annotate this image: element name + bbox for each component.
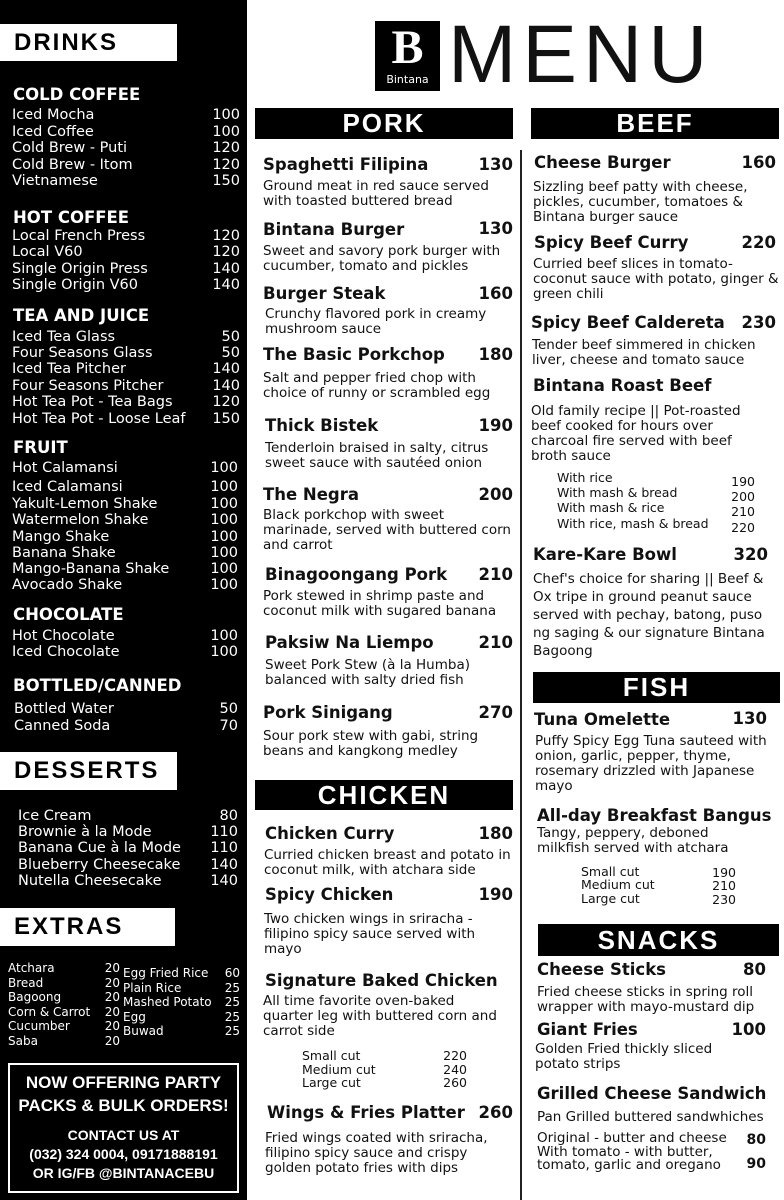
item-desc: Tenderloin braised in salty, citrus sweet sauce with sautéed onion bbox=[265, 440, 489, 471]
item-desc: Puffy Spicy Egg Tuna sauteed with onion, garlic, pepper, thyme, rosemary drizzled with Japanese mayo bbox=[535, 733, 767, 794]
drinks-title: DRINKS bbox=[14, 28, 119, 56]
item-desc: Crunchy flavored pork in creamy mushroom sauce bbox=[265, 306, 487, 337]
item-price: 160 bbox=[478, 284, 513, 303]
item-desc: Tangy, peppery, deboned milkfish served with atchara bbox=[537, 825, 729, 856]
item-name: Chicken Curry bbox=[265, 824, 395, 843]
item-desc: Two chicken wings in sriracha - filipino spicy sauce served with mayo bbox=[264, 911, 476, 957]
item-desc: Old family recipe || Pot-roasted beef cooked for hours over charcoal fire served with beef broth sauce bbox=[531, 403, 741, 464]
item-price: 190 bbox=[478, 416, 513, 435]
item-price: 130 bbox=[732, 709, 767, 728]
item-name: Spicy Beef Curry bbox=[534, 233, 689, 252]
item-desc: Sizzling beef patty with cheese, pickles, cucumber, tomatoes & Bintana burger sauce bbox=[533, 179, 748, 225]
tea-juice-heading: TEA AND JUICE bbox=[13, 306, 150, 325]
item-name: Bintana Burger bbox=[263, 220, 405, 239]
item-desc: Curried beef slices in tomato-coconut sauce with potato, ginger & green chili bbox=[533, 256, 779, 302]
item-name: Burger Steak bbox=[263, 284, 386, 303]
item-price: 270 bbox=[478, 703, 513, 722]
pork-header: PORK bbox=[255, 108, 513, 139]
item-desc: Sweet Pork Stew (à la Humba) balanced with salty dried fish bbox=[265, 657, 470, 688]
item-desc: All time favorite oven-baked quarter leg with buttered corn and carrot side bbox=[263, 993, 497, 1039]
item-name: Spaghetti Filipina bbox=[263, 155, 429, 174]
logo bbox=[375, 21, 440, 91]
item-price: 180 bbox=[478, 824, 513, 843]
option-name: With tomato - with butter, tomato, garlic and oregano bbox=[537, 1144, 721, 1173]
item-price: 100 bbox=[731, 1020, 766, 1039]
chicken-header: CHICKEN bbox=[255, 780, 513, 810]
extras-banner bbox=[0, 908, 175, 946]
item-price: 210 bbox=[478, 633, 513, 652]
item-name: Cheese Sticks bbox=[537, 960, 666, 979]
item-name: The Basic Porkchop bbox=[263, 345, 445, 364]
option-price: 90 bbox=[746, 1156, 766, 1172]
item-price: 200 bbox=[478, 485, 513, 504]
item-price: 80 bbox=[743, 960, 766, 979]
item-name: All-day Breakfast Bangus bbox=[537, 806, 772, 825]
menu-title: MENU bbox=[448, 9, 714, 100]
item-desc: Tender beef simmered in chicken liver, cheese and tomato sauce bbox=[532, 337, 756, 368]
item-price: 130 bbox=[478, 219, 513, 238]
item-name: Bintana Roast Beef bbox=[533, 376, 712, 395]
bottled-heading: BOTTLED/CANNED bbox=[13, 676, 182, 695]
item-price: 220 bbox=[741, 233, 776, 252]
item-name: Wings & Fries Platter bbox=[267, 1103, 465, 1122]
item-desc: Black porkchop with sweet marinade, served with buttered corn and carrot bbox=[263, 507, 511, 553]
item-desc: Salt and pepper fried chop with choice of runny or scrambled egg bbox=[263, 370, 491, 401]
option-price: 80 bbox=[746, 1132, 766, 1148]
item-name: Giant Fries bbox=[537, 1020, 638, 1039]
cold-coffee-heading: COLD COFFEE bbox=[13, 85, 141, 104]
item-price: 160 bbox=[741, 153, 776, 172]
desserts-title: DESSERTS bbox=[14, 757, 160, 784]
item-price: 230 bbox=[741, 313, 776, 332]
item-name: Spicy Chicken bbox=[265, 885, 394, 904]
snacks-header: SNACKS bbox=[538, 924, 779, 956]
item-price: 320 bbox=[733, 545, 768, 564]
item-name: Spicy Beef Caldereta bbox=[531, 313, 725, 332]
item-name: Pork Sinigang bbox=[263, 703, 393, 722]
item-price: 180 bbox=[478, 345, 513, 364]
item-price: 210 bbox=[478, 565, 513, 584]
promo-contact: CONTACT US AT bbox=[67, 1127, 180, 1143]
promo-line1: NOW OFFERING PARTY bbox=[25, 1073, 222, 1092]
item-price: 130 bbox=[478, 155, 513, 174]
item-desc: Pan Grilled buttered sandwhiches bbox=[537, 1109, 764, 1125]
fish-header: FISH bbox=[533, 672, 780, 703]
item-name: Kare-Kare Bowl bbox=[533, 545, 677, 564]
item-name: The Negra bbox=[263, 485, 360, 504]
chocolate-heading: CHOCOLATE bbox=[13, 605, 124, 624]
option-name: Original - butter and cheese bbox=[537, 1130, 727, 1146]
extras-title: EXTRAS bbox=[14, 913, 124, 940]
promo-box bbox=[8, 1063, 239, 1193]
drinks-column: DRINKS COLD COFFEE Iced Mocha 100 Iced Coffee 100 Cold Brew - Puti 120 Cold Brew - Itom 120 Vietnamese 150 HOT COFFEE Local French Press 120 Local V60 120 Single Origin Press 140 Single Origin V60 140 TEA AND JUICE Iced Tea Glass 50 Four Seasons Glass 50 Iced Tea Pitcher 140 Four Seasons Pitcher 140 Hot Tea Pot - Tea Bags 120 Hot Tea Pot - Loose Leaf 150 FRUIT Hot Calamansi 100 Iced Calamansi 100 Yakult-Lemon Shake 100 Watermelon Shake 100 Mango Shake 100 Banana Shake 100 Mango-Banana Shake 100 Avocado Shake 100 CHOCOLATE Hot Chocolate 100 Iced Chocolate 100 BOTTLED/CANNED Bottled Water 50 Canned Soda 70 DESSERTS Ice Cream 80 Brownie à la Mode 110 Banana Cue à la Mode 110 Blueberry Cheesecake 140 Nutella Cheesecake 140 EXTRAS Atchara 20 Bread 20 Bagoong 20 Corn & Carrot 20 Cucumber 20 Saba 20 Egg Fried Rice 60 Plain Rice 25 Mashed Potato 25 Egg 25 Buwad 25 NOW OFFERING PARTY PACKS & BULK ORDERS! CONTACT US AT (032) 324 0004, 09171888191 OR IG/FB @BINTANACEBU bbox=[0, 0, 247, 1200]
item-name: Paksiw Na Liempo bbox=[265, 633, 434, 652]
promo-line2: PACKS & BULK ORDERS! bbox=[18, 1096, 229, 1115]
promo-phones: (032) 324 0004, 09171888191 bbox=[29, 1146, 218, 1162]
fruit-heading: FRUIT bbox=[13, 438, 68, 457]
item-price: 260 bbox=[478, 1103, 513, 1122]
item-name: Thick Bistek bbox=[265, 416, 379, 435]
item-desc: Curried chicken breast and potato in coconut milk, with atchara side bbox=[264, 847, 511, 878]
beef-header: BEEF bbox=[531, 108, 779, 139]
hot-coffee-heading: HOT COFFEE bbox=[13, 208, 130, 227]
item-desc: Sour pork stew with gabi, string beans and kangkong medley bbox=[263, 728, 479, 759]
item-desc: Pork stewed in shrimp paste and coconut milk with sugared banana bbox=[263, 588, 497, 619]
column-divider bbox=[520, 150, 522, 1200]
desserts-banner bbox=[0, 752, 177, 790]
item-desc: Chef's choice for sharing || Beef & Ox tripe in ground peanut sauce served with pechay, batong, puso ng saging & our signature Bintana Bagoong bbox=[533, 571, 765, 659]
item-name: Binagoongang Pork bbox=[265, 565, 448, 584]
item-desc: Fried cheese sticks in spring roll wrapper with mayo-mustard dip bbox=[537, 984, 755, 1015]
item-name: Tuna Omelette bbox=[534, 710, 671, 729]
item-name: Signature Baked Chicken bbox=[265, 971, 498, 990]
item-name: Grilled Cheese Sandwich bbox=[537, 1084, 767, 1103]
item-desc: Sweet and savory pork burger with cucumber, tomato and pickles bbox=[263, 243, 501, 274]
item-desc: Fried wings coated with sriracha, filipino spicy sauce and crispy golden potato fries with dips bbox=[265, 1130, 488, 1176]
promo-social: OR IG/FB @BINTANACEBU bbox=[32, 1165, 215, 1181]
item-desc: Ground meat in red sauce served with toasted buttered bread bbox=[263, 178, 489, 209]
logo-brand: Bintana bbox=[386, 73, 429, 86]
drinks-banner bbox=[0, 24, 177, 61]
item-desc: Golden Fried thickly sliced potato strips bbox=[535, 1041, 713, 1072]
item-price: 190 bbox=[478, 885, 513, 904]
logo-b-icon: B bbox=[391, 21, 424, 74]
item-name: Cheese Burger bbox=[534, 153, 671, 172]
